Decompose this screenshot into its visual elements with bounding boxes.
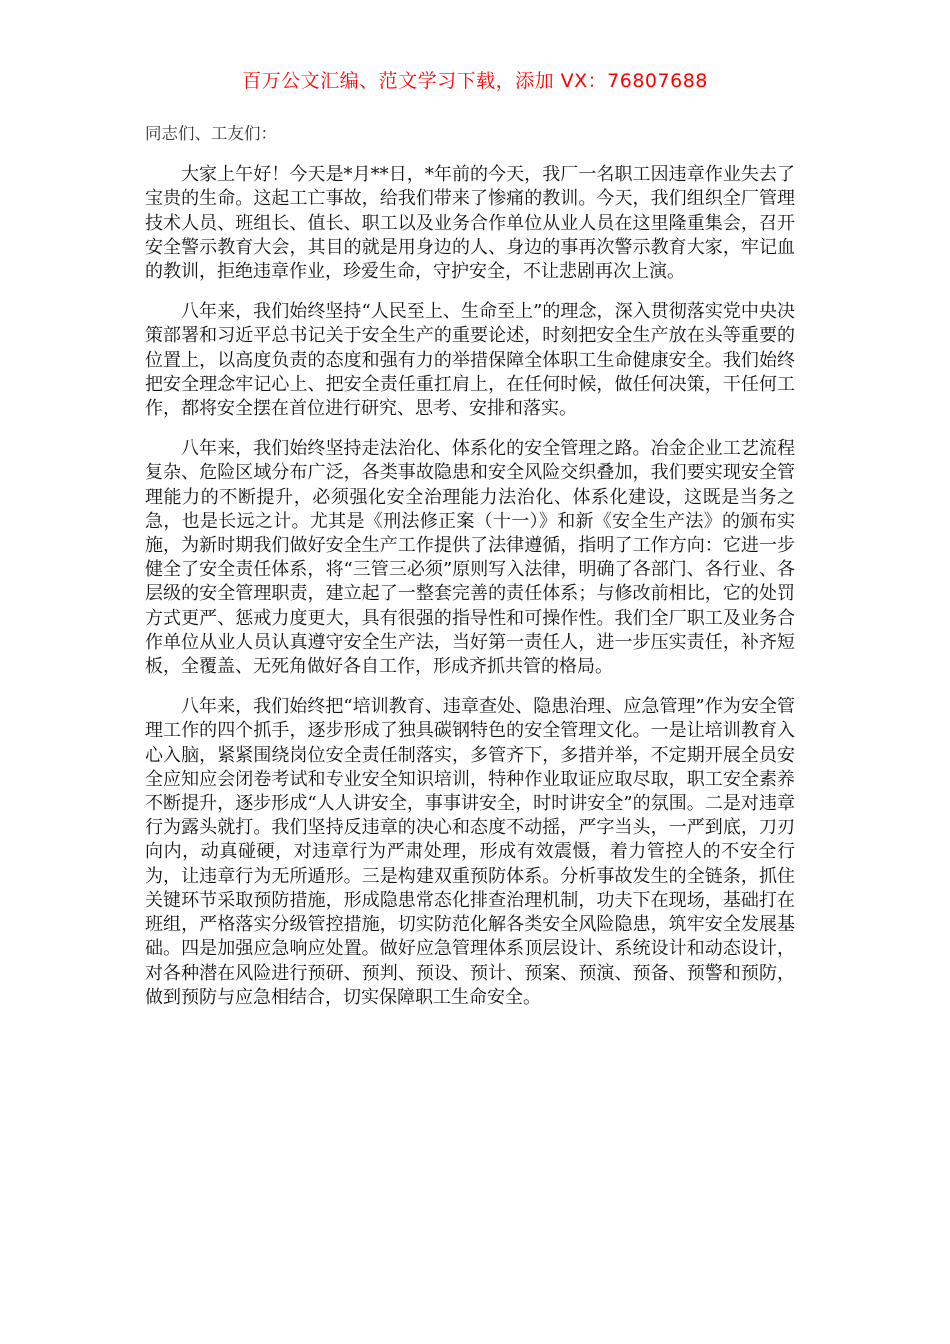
paragraph-philosophy: 八年来，我们始终坚持“人民至上、生命至上”的理念，深入贯彻落实党中央决策部署和习近平总书记关于安全生产的重要论述，时刻把安全生产放在头等重要的位置上，以高度负责的态度和强有力的举措保障全体职工生命健康安全。我们始终把安全理念牢记心上、把安全责任重扛肩上，在任何时候，做任何决策，干任何工作，都将安全摆在首位进行研究、思考、安排和落实。 bbox=[145, 301, 795, 420]
document-body bbox=[145, 122, 795, 1026]
header-banner: 百万公文汇编、范文学习下载，添加 VX：76807688 bbox=[242, 70, 708, 92]
salutation: 同志们、工友们： bbox=[145, 124, 277, 143]
paragraph-four-measures: 八年来，我们始终把“培训教育、违章查处、隐患治理、应急管理”作为安全管理工作的四个抓手，逐步形成了独具碳钢特色的安全管理文化。一是让培训教育入心入脑，紧紧围绕岗位安全责任制落实，多管齐下，多措并举，不定期开展全员安全应知应会闭卷考试和专业安全知识培训，特种作业取证应取尽取，职工安全素养不断提升，逐步形成“人人讲安全，事事讲安全，时时讲安全”的氛围。二是对违章行为露头就打。我们坚持反违章的决心和态度不动摇，严字当头，一严到底，刀刃向内，动真碰硬，对违章行为严肃处理，形成有效震慑，着力管控人的不安全行为，让违章行为无所遁形。三是构建双重预防体系。分析事故发生的全链条，抓住关键环节采取预防措施，形成隐患常态化排查治理机制，功夫下在现场，基础打在班组，严格落实分级管控措施，切实防范化解各类安全风险隐患，筑牢安全发展基础。四是加强应急响应处置。做好应急管理体系顶层设计、系统设计和动态设计，对各种潜在风险进行预研、预判、预设、预计、预案、预演、预备、预警和预防，做到预防与应急相结合，切实保障职工生命安全。 bbox=[145, 696, 795, 1008]
paragraph-opening: 大家上午好！今天是*月**日，*年前的今天，我厂一名职工因违章作业失去了宝贵的生命。这起工亡事故，给我们带来了惨痛的教训。今天，我们组织全厂管理技术人员、班组长、值长、职工以及业务合作单位从业人员在这里隆重集会，召开安全警示教育大会，其目的就是用身边的人、身边的事再次警示教育大家，牢记血的教训，拒绝违章作业，珍爱生命，守护安全，不让悲剧再次上演。 bbox=[145, 164, 795, 283]
paragraph-rule-of-law: 八年来，我们始终坚持走法治化、体系化的安全管理之路。冶金企业工艺流程复杂、危险区域分布广泛，各类事故隐患和安全风险交织叠加，我们要实现安全管理能力的不断提升，必须强化安全治理能力法治化、体系化建设，这既是当务之急，也是长远之计。尤其是《刑法修正案（十一）》和新《安全生产法》的颁布实施，为新时期我们做好安全生产工作提供了法律遵循，指明了工作方向：它进一步健全了安全责任体系，将“三管三必须”原则写入法律，明确了各部门、各行业、各层级的安全管理职责，建立起了一整套完善的责任体系；与修改前相比，它的处罚方式更严、惩戒力度更大，具有很强的指导性和可操作性。我们全厂职工及业务合作单位从业人员认真遵守安全生产法，当好第一责任人，进一步压实责任，补齐短板，全覆盖、无死角做好各自工作，形成齐抓共管的格局。 bbox=[145, 438, 795, 678]
